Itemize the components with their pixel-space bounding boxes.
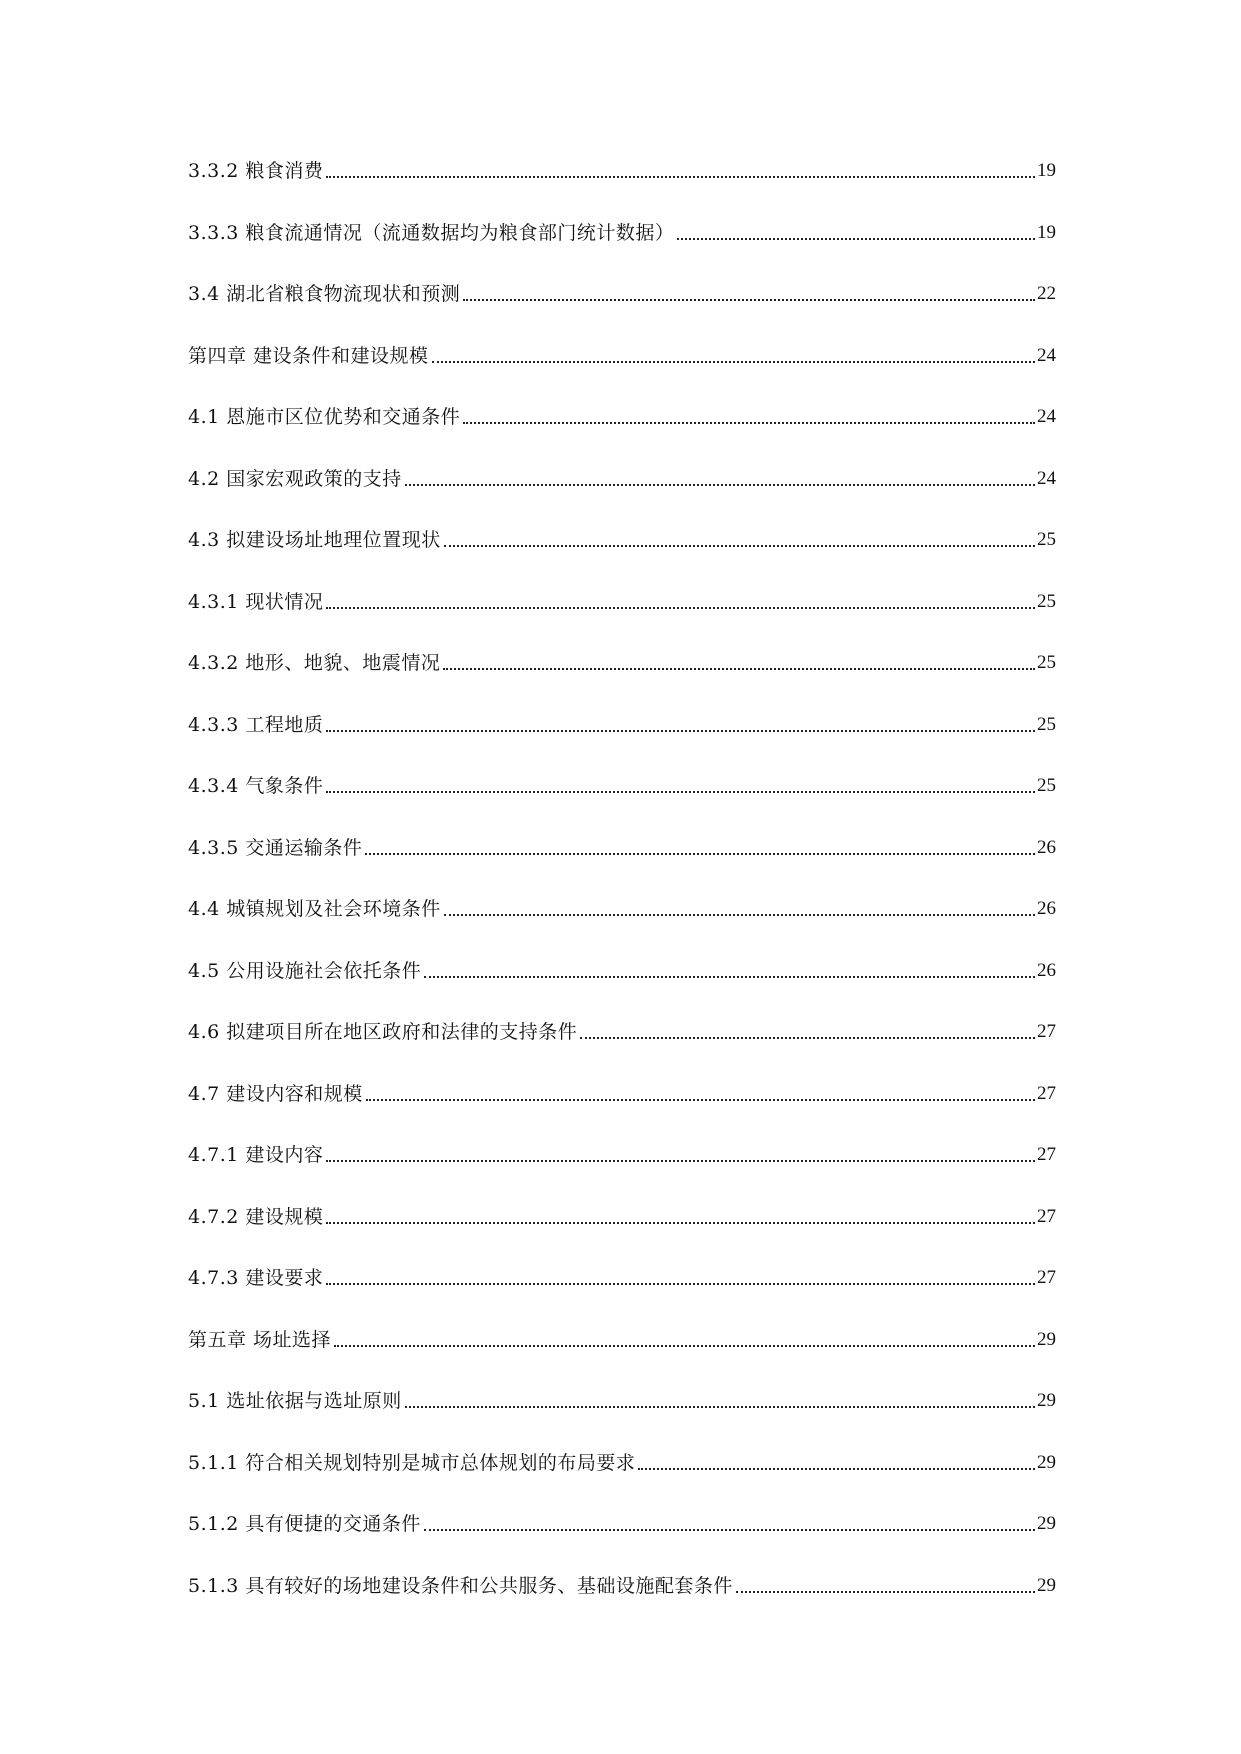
toc-entry[interactable] xyxy=(188,246,1056,308)
toc-dot-leader xyxy=(366,1099,1035,1101)
toc-entry-page-number: 24 xyxy=(1037,467,1056,489)
toc-entry[interactable] xyxy=(188,1353,1056,1415)
toc-entry-page-number: 19 xyxy=(1037,160,1056,181)
toc-dot-leader xyxy=(444,914,1035,916)
toc-entry-page-number: 26 xyxy=(1037,898,1056,919)
toc-entry[interactable] xyxy=(188,1045,1056,1107)
toc-entry[interactable] xyxy=(188,799,1056,861)
toc-entry-page-number: 27 xyxy=(1037,1205,1056,1227)
toc-dot-leader xyxy=(334,1345,1035,1347)
toc-dot-leader xyxy=(677,238,1035,240)
toc-entry-title: 4.4 城镇规划及社会环境条件 xyxy=(188,898,441,920)
toc-entry-page-number: 29 xyxy=(1037,1390,1056,1411)
toc-dot-leader xyxy=(424,976,1035,978)
toc-dot-leader xyxy=(638,1468,1035,1470)
toc-entry[interactable] xyxy=(188,861,1056,923)
toc-entry[interactable] xyxy=(188,984,1056,1046)
toc-entry[interactable] xyxy=(188,1476,1056,1538)
toc-entry-title: 4.3.1 现状情况 xyxy=(188,590,324,613)
toc-entry-page-number: 27 xyxy=(1037,1021,1056,1042)
toc-dot-leader xyxy=(326,791,1035,793)
toc-dot-leader xyxy=(365,853,1035,855)
toc-entry-title: 5.1.3 具有较好的场地建设条件和公共服务、基础设施配套条件 xyxy=(188,1574,733,1597)
toc-entry[interactable] xyxy=(188,430,1056,492)
toc-entry[interactable] xyxy=(188,738,1056,800)
toc-dot-leader xyxy=(326,176,1035,178)
toc-entry[interactable] xyxy=(188,1537,1056,1599)
toc-entry-page-number: 27 xyxy=(1037,1082,1056,1104)
toc-entry-page-number: 24 xyxy=(1037,406,1056,427)
toc-entry-page-number: 25 xyxy=(1037,713,1056,735)
toc-entry-page-number: 29 xyxy=(1037,1574,1056,1596)
toc-dot-leader xyxy=(463,299,1035,301)
toc-entry[interactable] xyxy=(188,1107,1056,1169)
toc-dot-leader xyxy=(424,1529,1035,1531)
toc-entry-page-number: 25 xyxy=(1037,529,1056,550)
toc-entry[interactable] xyxy=(188,922,1056,984)
toc-entry-title: 3.3.3 粮食流通情况（流通数据均为粮食部门统计数据） xyxy=(188,221,675,244)
toc-entry-title: 4.3.3 工程地质 xyxy=(188,713,324,736)
toc-dot-leader xyxy=(326,1160,1035,1162)
toc-entry-page-number: 27 xyxy=(1037,1144,1056,1165)
toc-entry[interactable] xyxy=(188,184,1056,246)
toc-dot-leader xyxy=(580,1037,1035,1039)
toc-entry-title: 5.1.2 具有便捷的交通条件 xyxy=(188,1513,421,1535)
toc-entry-title: 4.7.3 建设要求 xyxy=(188,1267,324,1289)
toc-dot-leader xyxy=(326,730,1035,732)
toc-entry-title: 3.4 湖北省粮食物流现状和预测 xyxy=(188,283,461,305)
toc-entry[interactable] xyxy=(188,676,1056,738)
toc-entry-title: 4.1 恩施市区位优势和交通条件 xyxy=(188,406,461,428)
toc-entry-title: 5.1 选址依据与选址原则 xyxy=(188,1390,402,1412)
toc-dot-leader xyxy=(463,422,1035,424)
toc-entry-title: 4.3.5 交通运输条件 xyxy=(188,836,363,859)
toc-entry[interactable] xyxy=(188,1291,1056,1353)
toc-entry-page-number: 22 xyxy=(1037,283,1056,304)
toc-entry-page-number: 19 xyxy=(1037,221,1056,243)
toc-dot-leader xyxy=(326,1222,1035,1224)
toc-dot-leader xyxy=(326,607,1035,609)
toc-entry-title: 4.7.1 建设内容 xyxy=(188,1144,324,1166)
toc-entry-title: 第四章 建设条件和建设规模 xyxy=(188,344,429,367)
table-of-contents xyxy=(188,158,1056,1599)
toc-entry-page-number: 25 xyxy=(1037,775,1056,796)
toc-entry-title: 4.2 国家宏观政策的支持 xyxy=(188,467,402,490)
toc-entry-title: 4.7 建设内容和规模 xyxy=(188,1082,363,1105)
toc-entry-title: 第五章 场址选择 xyxy=(188,1328,332,1351)
toc-entry-page-number: 25 xyxy=(1037,590,1056,612)
toc-entry[interactable] xyxy=(188,158,1056,184)
toc-entry-page-number: 27 xyxy=(1037,1267,1056,1288)
toc-entry[interactable] xyxy=(188,615,1056,677)
toc-dot-leader xyxy=(736,1591,1035,1593)
toc-dot-leader xyxy=(326,1283,1035,1285)
toc-entry-title: 4.5 公用设施社会依托条件 xyxy=(188,959,422,982)
toc-entry-page-number: 29 xyxy=(1037,1513,1056,1534)
toc-dot-leader xyxy=(405,484,1035,486)
toc-entry[interactable] xyxy=(188,369,1056,431)
toc-entry[interactable] xyxy=(188,1414,1056,1476)
toc-dot-leader xyxy=(444,545,1035,547)
toc-entry-title: 5.1.1 符合相关规划特别是城市总体规划的布局要求 xyxy=(188,1451,636,1474)
toc-entry-title: 4.6 拟建项目所在地区政府和法律的支持条件 xyxy=(188,1021,578,1043)
toc-entry[interactable] xyxy=(188,553,1056,615)
toc-entry[interactable] xyxy=(188,307,1056,369)
toc-entry[interactable] xyxy=(188,1230,1056,1292)
toc-entry-page-number: 25 xyxy=(1037,652,1056,673)
toc-entry-title: 4.3.2 地形、地貌、地震情况 xyxy=(188,652,441,674)
toc-dot-leader xyxy=(443,668,1035,670)
toc-entry-page-number: 26 xyxy=(1037,959,1056,981)
toc-dot-leader xyxy=(432,361,1035,363)
toc-entry-page-number: 26 xyxy=(1037,836,1056,858)
toc-dot-leader xyxy=(405,1406,1035,1408)
toc-entry-title: 4.7.2 建设规模 xyxy=(188,1205,324,1228)
toc-entry-page-number: 29 xyxy=(1037,1451,1056,1473)
toc-entry-title: 4.3 拟建设场址地理位置现状 xyxy=(188,529,441,551)
toc-entry-title: 4.3.4 气象条件 xyxy=(188,775,324,797)
toc-entry-title: 3.3.2 粮食消费 xyxy=(188,160,324,182)
toc-entry-page-number: 24 xyxy=(1037,344,1056,366)
toc-entry-page-number: 29 xyxy=(1037,1328,1056,1350)
toc-entry[interactable] xyxy=(188,1168,1056,1230)
toc-entry[interactable] xyxy=(188,492,1056,554)
